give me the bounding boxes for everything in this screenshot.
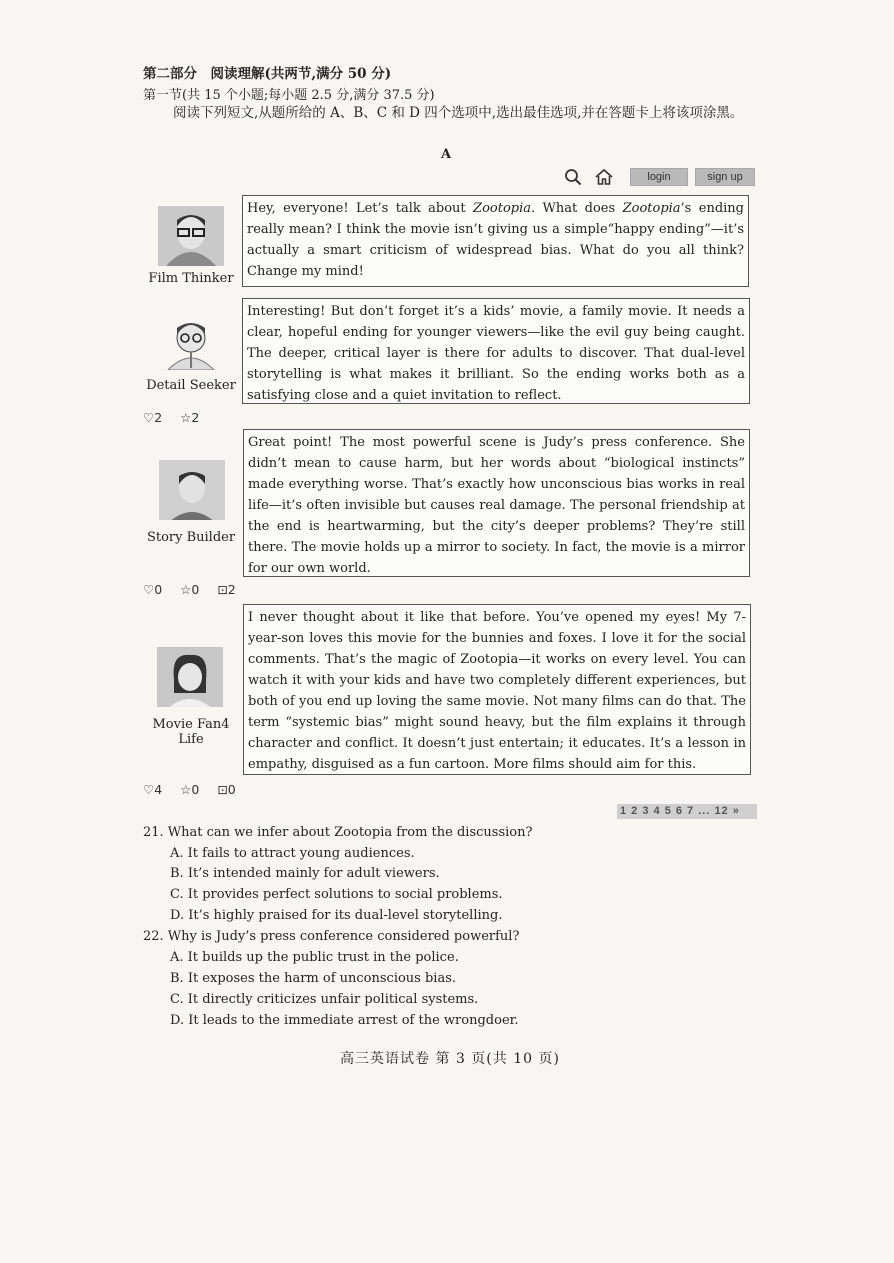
- like-button[interactable]: ♡2: [143, 410, 163, 425]
- post-story-builder: [243, 429, 750, 577]
- question-21-option-c: C. It provides perfect solutions to social problems.: [170, 887, 503, 902]
- post-text: Hey, everyone! Let’s talk about Zootopia. What does Zootopia’s ending really mean? I think the movie isn’t giving us a simple“happy ending”—it’s actually a smart criticism of widespread bias. What do you all think? Change my mind!: [247, 201, 744, 279]
- post-text: Interesting! But don’t forget it’s a kids’ movie, a family movie. It needs a clear, hopeful ending for younger viewers—like the evil guy being caught. The deeper, critical layer is there for adults to discover. That dual-level storytelling is what makes it brilliant. So the ending works both as a satisfying close and a quiet invitation to reflect.: [247, 304, 745, 403]
- comment-button[interactable]: ⊡2: [217, 582, 236, 597]
- question-22-option-b: B. It exposes the harm of unconscious bias.: [170, 971, 457, 986]
- username-film-thinker[interactable]: Film Thinker: [148, 271, 234, 286]
- post-detail-seeker: [242, 298, 750, 404]
- pagination[interactable]: 1 2 3 4 5 6 7 ... 12 »: [617, 804, 757, 819]
- section-subtitle: 第一节(共 15 个小题;每小题 2.5 分,满分 37.5 分): [143, 88, 435, 103]
- question-21-stem: 21. What can we infer about Zootopia from the discussion?: [143, 825, 533, 840]
- avatar-movie-fan4-life: [157, 647, 223, 707]
- question-21-option-b: B. It’s intended mainly for adult viewers.: [170, 866, 440, 881]
- like-button[interactable]: ♡4: [143, 782, 163, 797]
- post-stats: [143, 782, 250, 797]
- page-footer: 高三英语试卷 第 3 页(共 10 页): [340, 1051, 560, 1067]
- star-button[interactable]: ☆0: [180, 582, 200, 597]
- question-22-stem: 22. Why is Judy’s press conference considered powerful?: [143, 929, 520, 944]
- post-film-thinker: [242, 195, 749, 287]
- home-icon[interactable]: [594, 168, 614, 186]
- post-text: Great point! The most powerful scene is Judy’s press conference. She didn’t mean to cause harm, but her words about “biological instincts” made everything worse. That’s exactly how unconscious bias works in real life—it’s often invisible but causes real damage. The personal friendship at the end is heartwarming, but the city’s deeper problems? They’re still there. The movie holds up a mirror to society. In fact, the movie is a mirror for our own world.: [248, 435, 745, 576]
- question-22-option-d: D. It leads to the immediate arrest of the wrongdoer.: [170, 1013, 519, 1028]
- post-movie-fan4-life: [243, 604, 751, 775]
- username-movie-fan4-life[interactable]: Movie Fan4 Life: [152, 717, 230, 747]
- star-button[interactable]: ☆0: [180, 782, 200, 797]
- question-21-option-a: A. It fails to attract young audiences.: [170, 846, 415, 861]
- like-button[interactable]: ♡0: [143, 582, 163, 597]
- instructions: 阅读下列短文,从题所给的 A、B、C 和 D 四个选项中,选出最佳选项,并在答题卡上将该项涂黑。: [173, 105, 744, 121]
- post-stats: [143, 410, 213, 425]
- avatar-film-thinker: [158, 206, 224, 266]
- signup-button[interactable]: sign up: [695, 168, 755, 186]
- post-text: I never thought about it like that before. You’ve opened my eyes! My 7-year-son loves this movie for the bunnies and foxes. I love it for the social comments. That’s the magic of Zootopia—it works on every level. You can watch it with your kids and have two completely different experiences, but both of you end up loving the same movie. Not many films can do that. The term “systemic bias” might sound heavy, but the film explains it through character and conflict. It doesn’t just entertain; it educates. It’s a lesson in empathy, disguised as a fun cartoon. More films should aim for this.: [248, 610, 746, 772]
- question-22-option-a: A. It builds up the public trust in the police.: [170, 950, 459, 965]
- post-stats: [143, 582, 250, 597]
- login-button[interactable]: login: [630, 168, 688, 186]
- avatar-story-builder: [159, 460, 225, 520]
- search-icon[interactable]: [564, 168, 582, 186]
- passage-letter: A: [441, 147, 452, 162]
- username-story-builder[interactable]: Story Builder: [146, 530, 236, 545]
- comment-button[interactable]: ⊡0: [217, 782, 236, 797]
- star-button[interactable]: ☆2: [180, 410, 200, 425]
- avatar-detail-seeker: [158, 310, 224, 370]
- username-detail-seeker[interactable]: Detail Seeker: [146, 378, 236, 393]
- question-21-option-d: D. It’s highly praised for its dual-level storytelling.: [170, 908, 503, 923]
- section-title: 第二部分 阅读理解(共两节,满分 50 分): [143, 66, 392, 82]
- question-22-option-c: C. It directly criticizes unfair political systems.: [170, 992, 479, 1007]
